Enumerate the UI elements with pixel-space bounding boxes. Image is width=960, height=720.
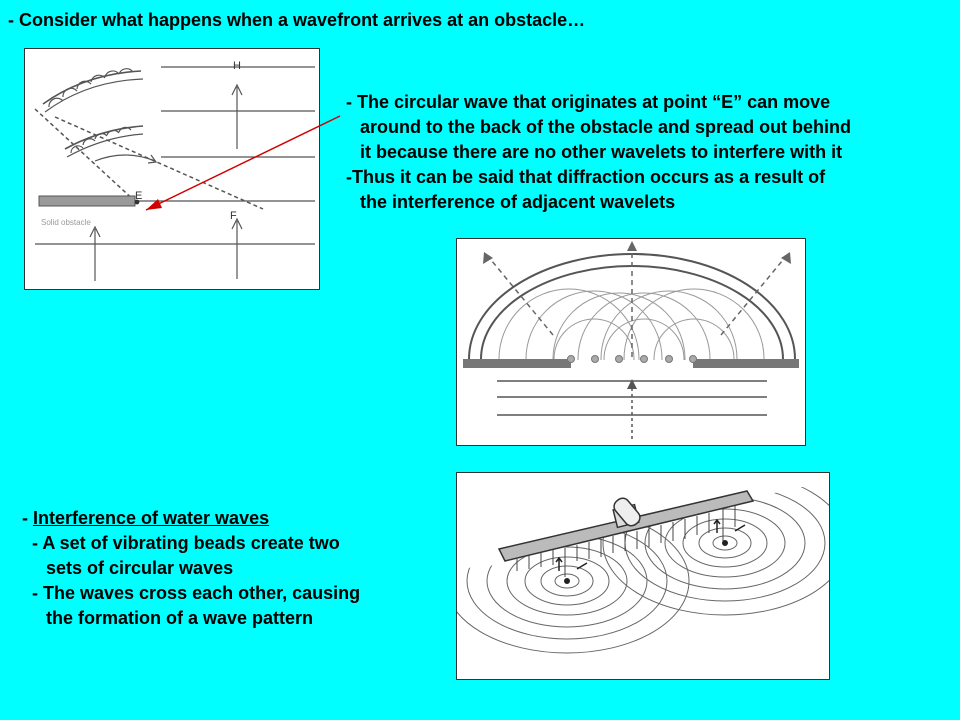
obstacle-bar xyxy=(39,196,135,206)
interference-beads-figure xyxy=(456,472,830,680)
label-h: H xyxy=(233,60,241,72)
interference-heading xyxy=(22,506,269,531)
obstacle-wavefront-diagram xyxy=(25,49,319,289)
bead-left xyxy=(564,578,570,584)
barrier-left xyxy=(463,359,571,368)
interference-beads-diagram xyxy=(457,473,829,679)
interference-heading-text: Interference of water waves xyxy=(33,508,270,528)
bead-right xyxy=(722,540,728,546)
diffraction-gap-diagram xyxy=(457,239,805,445)
interference-point-1: - A set of vibrating beads create two xyxy=(32,533,340,553)
barrier-right xyxy=(693,359,799,368)
obstacle-caption: Solid obstacle xyxy=(41,218,91,227)
slide-title: - Consider what happens when a wavefront arrives at an obstacle… xyxy=(8,10,586,30)
diffraction-gap-figure xyxy=(456,238,806,446)
label-f: F xyxy=(230,210,237,222)
label-e: E xyxy=(135,190,143,202)
interference-point-3: - The waves cross each other, causing xyxy=(32,583,361,603)
interference-point-4: the formation of a wave pattern xyxy=(46,608,314,628)
obstacle-text-line-5: the interference of adjacent wavelets xyxy=(360,192,676,212)
obstacle-text-line-4: -Thus it can be said that diffraction occurs as a result of xyxy=(346,167,826,187)
obstacle-text-line-3: it because there are no other wavelets to interfere with it xyxy=(360,142,843,162)
obstacle-text-line-1: - The circular wave that originates at point “E” can move xyxy=(346,92,831,112)
obstacle-wavefront-figure xyxy=(24,48,320,290)
interference-point-2: sets of circular waves xyxy=(46,558,234,578)
obstacle-text-line-2: around to the back of the obstacle and spread out behind xyxy=(360,117,852,137)
interference-heading-prefix: - xyxy=(22,508,33,528)
